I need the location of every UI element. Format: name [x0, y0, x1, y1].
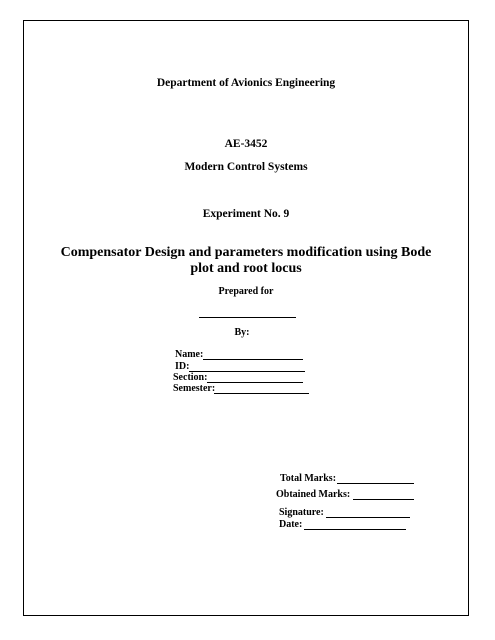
- name-label: Name:: [175, 349, 204, 360]
- semester-blank[interactable]: [214, 393, 309, 394]
- id-label: ID:: [175, 361, 190, 372]
- title-line-2: plot and root locus: [190, 261, 302, 276]
- semester-label: Semester:: [173, 383, 216, 394]
- document-title: [40, 245, 452, 277]
- date-blank[interactable]: [304, 529, 406, 530]
- signature-field: [279, 507, 324, 518]
- obtained-marks-blank[interactable]: [353, 499, 414, 500]
- name-blank[interactable]: [203, 359, 303, 360]
- section-label: Section:: [173, 372, 208, 383]
- total-marks-label: Total Marks:: [280, 473, 337, 484]
- id-field: [175, 361, 189, 372]
- prepared-for-label: Prepared for: [218, 286, 274, 297]
- obtained-marks-field: [276, 489, 350, 500]
- course-code: AE-3452: [224, 138, 268, 150]
- signature-label: Signature:: [279, 507, 324, 518]
- page-border: [23, 20, 469, 616]
- date-label: Date:: [279, 519, 303, 530]
- by-label: By:: [234, 327, 250, 338]
- semester-field: [173, 383, 215, 394]
- experiment-number: Experiment No. 9: [202, 208, 290, 220]
- obtained-marks-label: Obtained Marks:: [276, 489, 351, 500]
- name-field: [175, 349, 203, 360]
- total-marks-blank[interactable]: [337, 483, 414, 484]
- prepared-for-blank[interactable]: [199, 317, 296, 318]
- date-field: [279, 519, 302, 530]
- course-name: Modern Control Systems: [184, 161, 308, 173]
- section-field: [173, 372, 207, 383]
- section-blank[interactable]: [207, 382, 303, 383]
- title-line-1: Compensator Design and parameters modification using Bode: [60, 245, 432, 260]
- department-heading: Department of Avionics Engineering: [156, 77, 336, 89]
- signature-blank[interactable]: [326, 517, 410, 518]
- total-marks-field: [280, 473, 336, 484]
